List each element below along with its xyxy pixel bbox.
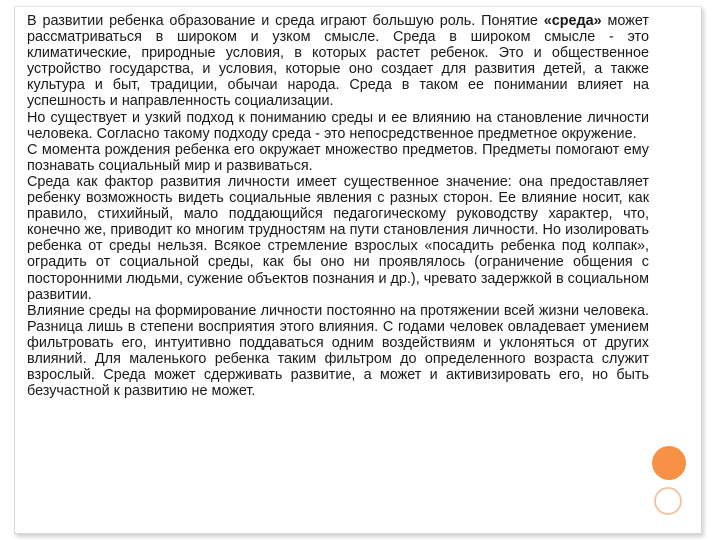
- orange-circle-decoration: [652, 446, 686, 480]
- paragraph-3: С момента рождения ребенка его окружает множество предметов. Предметы помогают ему познавать социальный мир и развиваться.: [27, 141, 649, 174]
- paragraph-1-rest: может рассматриваться в широком и узком смысле. Среда в широком смысле - это климатические, природные условия, в которых растет ребенок. Это и общественное устройство государства, и условия, которые оно создает для развития детей, а также культура и быт, традиции, обычаи народа. Среда в таком ее понимании влияет на успешность и направленность социализации.: [27, 13, 649, 110]
- ring-circle-decoration: [654, 487, 682, 515]
- paragraph-1: [27, 13, 649, 110]
- paragraph-2: Но существует и узкий подход к пониманию среды и ее влиянию на становление личности человека. Согласно такому подходу среда - это непосредственное предметное окружение.: [27, 109, 649, 142]
- body-text: [27, 13, 649, 399]
- paragraph-1-intro: В развитии ребенка образование и среда играют большую роль. Понятие: [27, 13, 544, 29]
- paragraph-4: Среда как фактор развития личности имеет существенное значение: она предоставляет ребенку возможность видеть социальные явления с разных сторон. Ее влияние носит, как правило, стихийный, мало поддающийся педагогическому руководству характер, что, конечно же, приводит ко многим трудностям на пути становления личности. Но изолировать ребенка от среды нельзя. Всякое стремление взрослых «посадить ребенка под колпак», оградить от социальной среды, как бы оно ни проявлялось (ограничение общения с посторонними людьми, сужение объектов познания и др.), чревато задержкой в социальном развитии.: [27, 173, 649, 303]
- paragraph-5: Влияние среды на формирование личности постоянно на протяжении всей жизни человека. Разница лишь в степени восприятия этого влияния. С годами человек овладевает умением фильтровать его, интуитивно поддаваться одним воздействиям и уклоняться от других влияний. Для маленького ребенка таким фильтром до определенного возраста служит взрослый. Среда может сдерживать развитие, а может и активизировать его, но быть безучастной к развитию не может.: [27, 302, 649, 400]
- top-rule: [14, 6, 702, 7]
- term-sreda: «среда»: [543, 13, 602, 29]
